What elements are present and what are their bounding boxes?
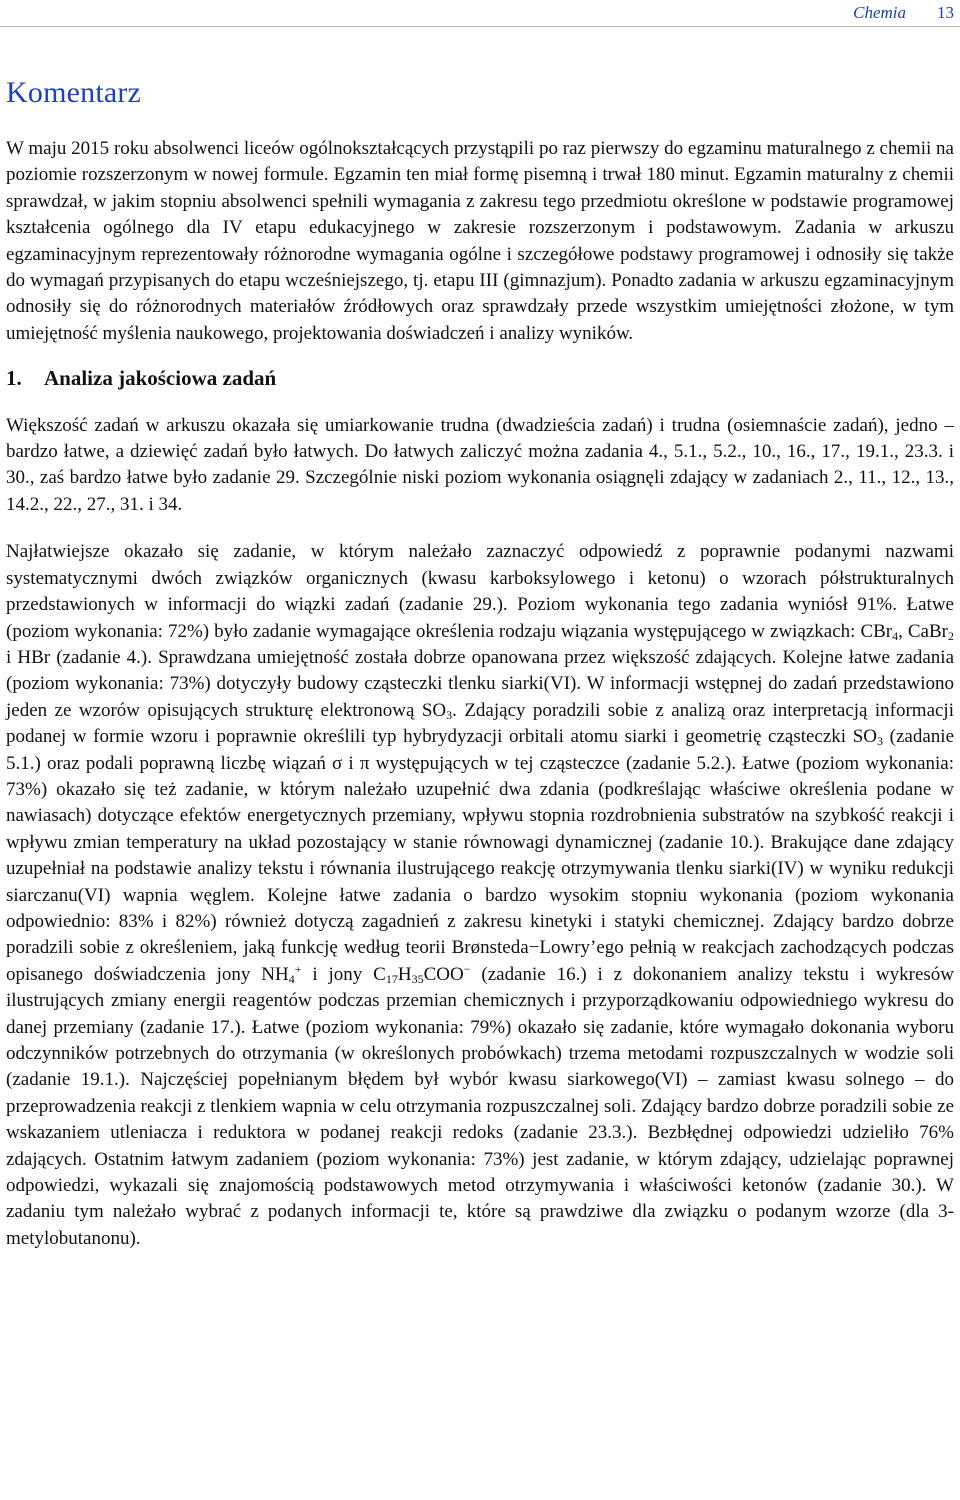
text-run: (zadanie 16.) i z dokonaniem analizy tekstu i wykresów ilustrujących zmiany energii reagentów podczas przemian chemicznych i przyporządkowaniu odpowiedniego wykresu do danej przemiany (zadanie 17.). Łatwe (poziom wykonania: 79%) okazało się zadanie, które wymagało dokonania wyboru odczynników potrzebnych do otrzymania (w określonych probówkach) trzema metodami rozpuszczalnych w wodzie soli (zadanie 19.1.). Najczęściej popełnianym błędem był wybór kwasu siarkowego(VI) – zamiast kwasu solnego – do przeprowadzenia reakcji z tlenkiem wapnia w celu otrzymania rozpuszczalnej soli. Zdający bardzo dobrze poradzili sobie ze wskazaniem utleniacza i reduktora w podanej reakcji redoks (zadanie 23.3.). Bezbłędnej odpowiedzi udzieliło 76% zdających. Ostatnim łatwym zadaniem (poziom wykonania: 73%) jest zadanie, w którym zdający, udzielając poprawnej odpowiedzi, wykazali się znajomością podstawowych metod otrzymywania i właściwości ketonów (zadanie 30.). W zadaniu tym należało wybrać z podanych informacji te, które są prawdziwe dla związku o podanym wzorze (dla 3-metylobutanonu). (6, 963, 954, 1249)
subheading-number: 1. (6, 366, 22, 391)
subscript: 4 (892, 628, 899, 643)
page-number: 13 (937, 3, 954, 22)
subscript: 4 (288, 971, 295, 986)
section-title: Komentarz (6, 76, 142, 109)
summary-paragraph: Większość zadań w arkuszu okazała się umiarkowanie trudna (dwadzieścia zadań) i trudna (osiemnaście zadań), jedno – bardzo łatwe, a dziewięć zadań było łatwych. Do łatwych zaliczyć można zadania 4., 5.1., 5.2., 10., 16., 17., 19.1., 23.3. i 30., zaś bardzo łatwe było zadanie 29. Szczególnie niski poziom wykonania osiągnęli zdający w zadaniach 2., 11., 12., 13., 14.2., 22., 27., 31. i 34. (6, 414, 954, 515)
subheading-analysis (6, 365, 954, 391)
subscript: 3 (877, 734, 884, 749)
superscript: − (463, 961, 471, 976)
text-run: i jony (301, 963, 374, 985)
formula-symbol: C (373, 963, 386, 985)
stearate-ion-formula (373, 961, 471, 986)
subscript: 2 (948, 628, 954, 643)
subscript: 3 (446, 707, 453, 722)
text-run: (zadanie 5.1.) oraz podali poprawną liczbę wiązań σ i π występujących w tej cząsteczce (zadanie 5.2.). Łatwe (poziom wykonania: 73%) okazało się też zadanie, w którym należało uzupełnić dwa zdania (podkreślając właściwe określenia podane w nawiasach) dotyczące efektów energetycznych przemiany, wpływu stopnia rozdrobnienia substratów na szybkość reakcji i wpływu zmian temperatury na układ pozostający w stanie równowagi dynamicznej (zadanie 10.). Brakujące dane zdający uzupełniał na podstawie analizy tekstu i równania ilustrującego reakcję otrzymywania tlenku siarki(IV) w wyniku redukcji siarczanu(VI) wapnia węglem. Kolejne łatwe zadania o bardzo wysokim stopniu wykonania (poziom wykonania odpowiednio: 83% i 82%) również dotyczą zagadnień z zakresu kinetyki i statyki chemicznej. Zdający bardzo dobrze poradzili sobie z określeniem, jaką funkcję według teorii Brønsteda−Lowry’ego pełnią w reakcjach zachodzących podczas opisanego doświadczenia jony (6, 726, 954, 985)
superscript: + (294, 961, 302, 976)
formula-symbol: NH (261, 963, 289, 985)
ammonium-ion-formula (261, 961, 302, 986)
text-run: . Zdający poradzili sobie z analizą oraz interpretacją informacji podanej w formie wzoru i poprawnie określili typ hybrydyzacji orbitali atomu siarki i geometrię cząsteczki SO (6, 699, 954, 748)
subscript: 35 (411, 971, 424, 986)
document-body (6, 136, 954, 1252)
page-header (0, 0, 960, 27)
formula-symbol: COO (423, 963, 464, 985)
subscript: 17 (385, 971, 398, 986)
formula-symbol: H (397, 963, 412, 985)
running-title: Chemia (853, 3, 906, 22)
text-run: , CaBr (898, 620, 948, 642)
intro-paragraph: W maju 2015 roku absolwenci liceów ogólnokształcących przystąpili po raz pierwszy do egzaminu maturalnego z chemii na poziomie rozszerzonym w nowej formule. Egzamin ten miał formę pisemną i trwał 180 minut. Egzamin maturalny z chemii sprawdzał, w jakim stopniu absolwenci spełnili wymagania z zakresu tego przedmiotu określone w podstawie programowej kształcenia ogólnego dla IV etapu edukacyjnego w zakresie rozszerzonym i podstawowym. Zadania w arkuszu egzaminacyjnym reprezentowały różnorodne wymagania ogólne i szczegółowe podstawy programowej i odnosiły się także do wymagań przypisanych do etapu wcześniejszego, tj. etapu III (gimnazjum). Ponadto zadania w arkuszu egzaminacyjnym odnosiły się do różnorodnych materiałów źródłowych oraz sprawdzały przede wszystkim umiejętności złożone, w tym umiejętność myślenia naukowego, projektowania doświadczeń i analizy wyników. (6, 138, 954, 344)
text-run: Najłatwiejsze okazało się zadanie, w którym należało zaznaczyć odpowiedź z poprawnie podanymi nazwami systematycznymi dwóch związków organicznych (kwasu karboksylowego i ketonu) o wzorach półstrukturalnych przedstawionych w informacji do wiązki zadań (zadanie 29.). Poziom wykonania tego zadania wyniósł 91%. Łatwe (poziom wykonania: 72%) było zadanie wymagające określenia rodzaju wiązania występującego w związkach: CBr (6, 541, 954, 642)
subheading-text: Analiza jakościowa zadań (44, 366, 277, 391)
text-run: i HBr (zadanie 4.). Sprawdzana umiejętność została dobrze opanowana przez większość zdających. Kolejne łatwe zadania (poziom wykonania: 73%) dotyczyły budowy cząsteczki tlenku siarki(VI). W informacji wstępnej do zadań przedstawiono jeden ze wzorów opisujących strukturę elektronową SO (6, 646, 954, 721)
easiest-tasks-paragraph (6, 539, 954, 1252)
